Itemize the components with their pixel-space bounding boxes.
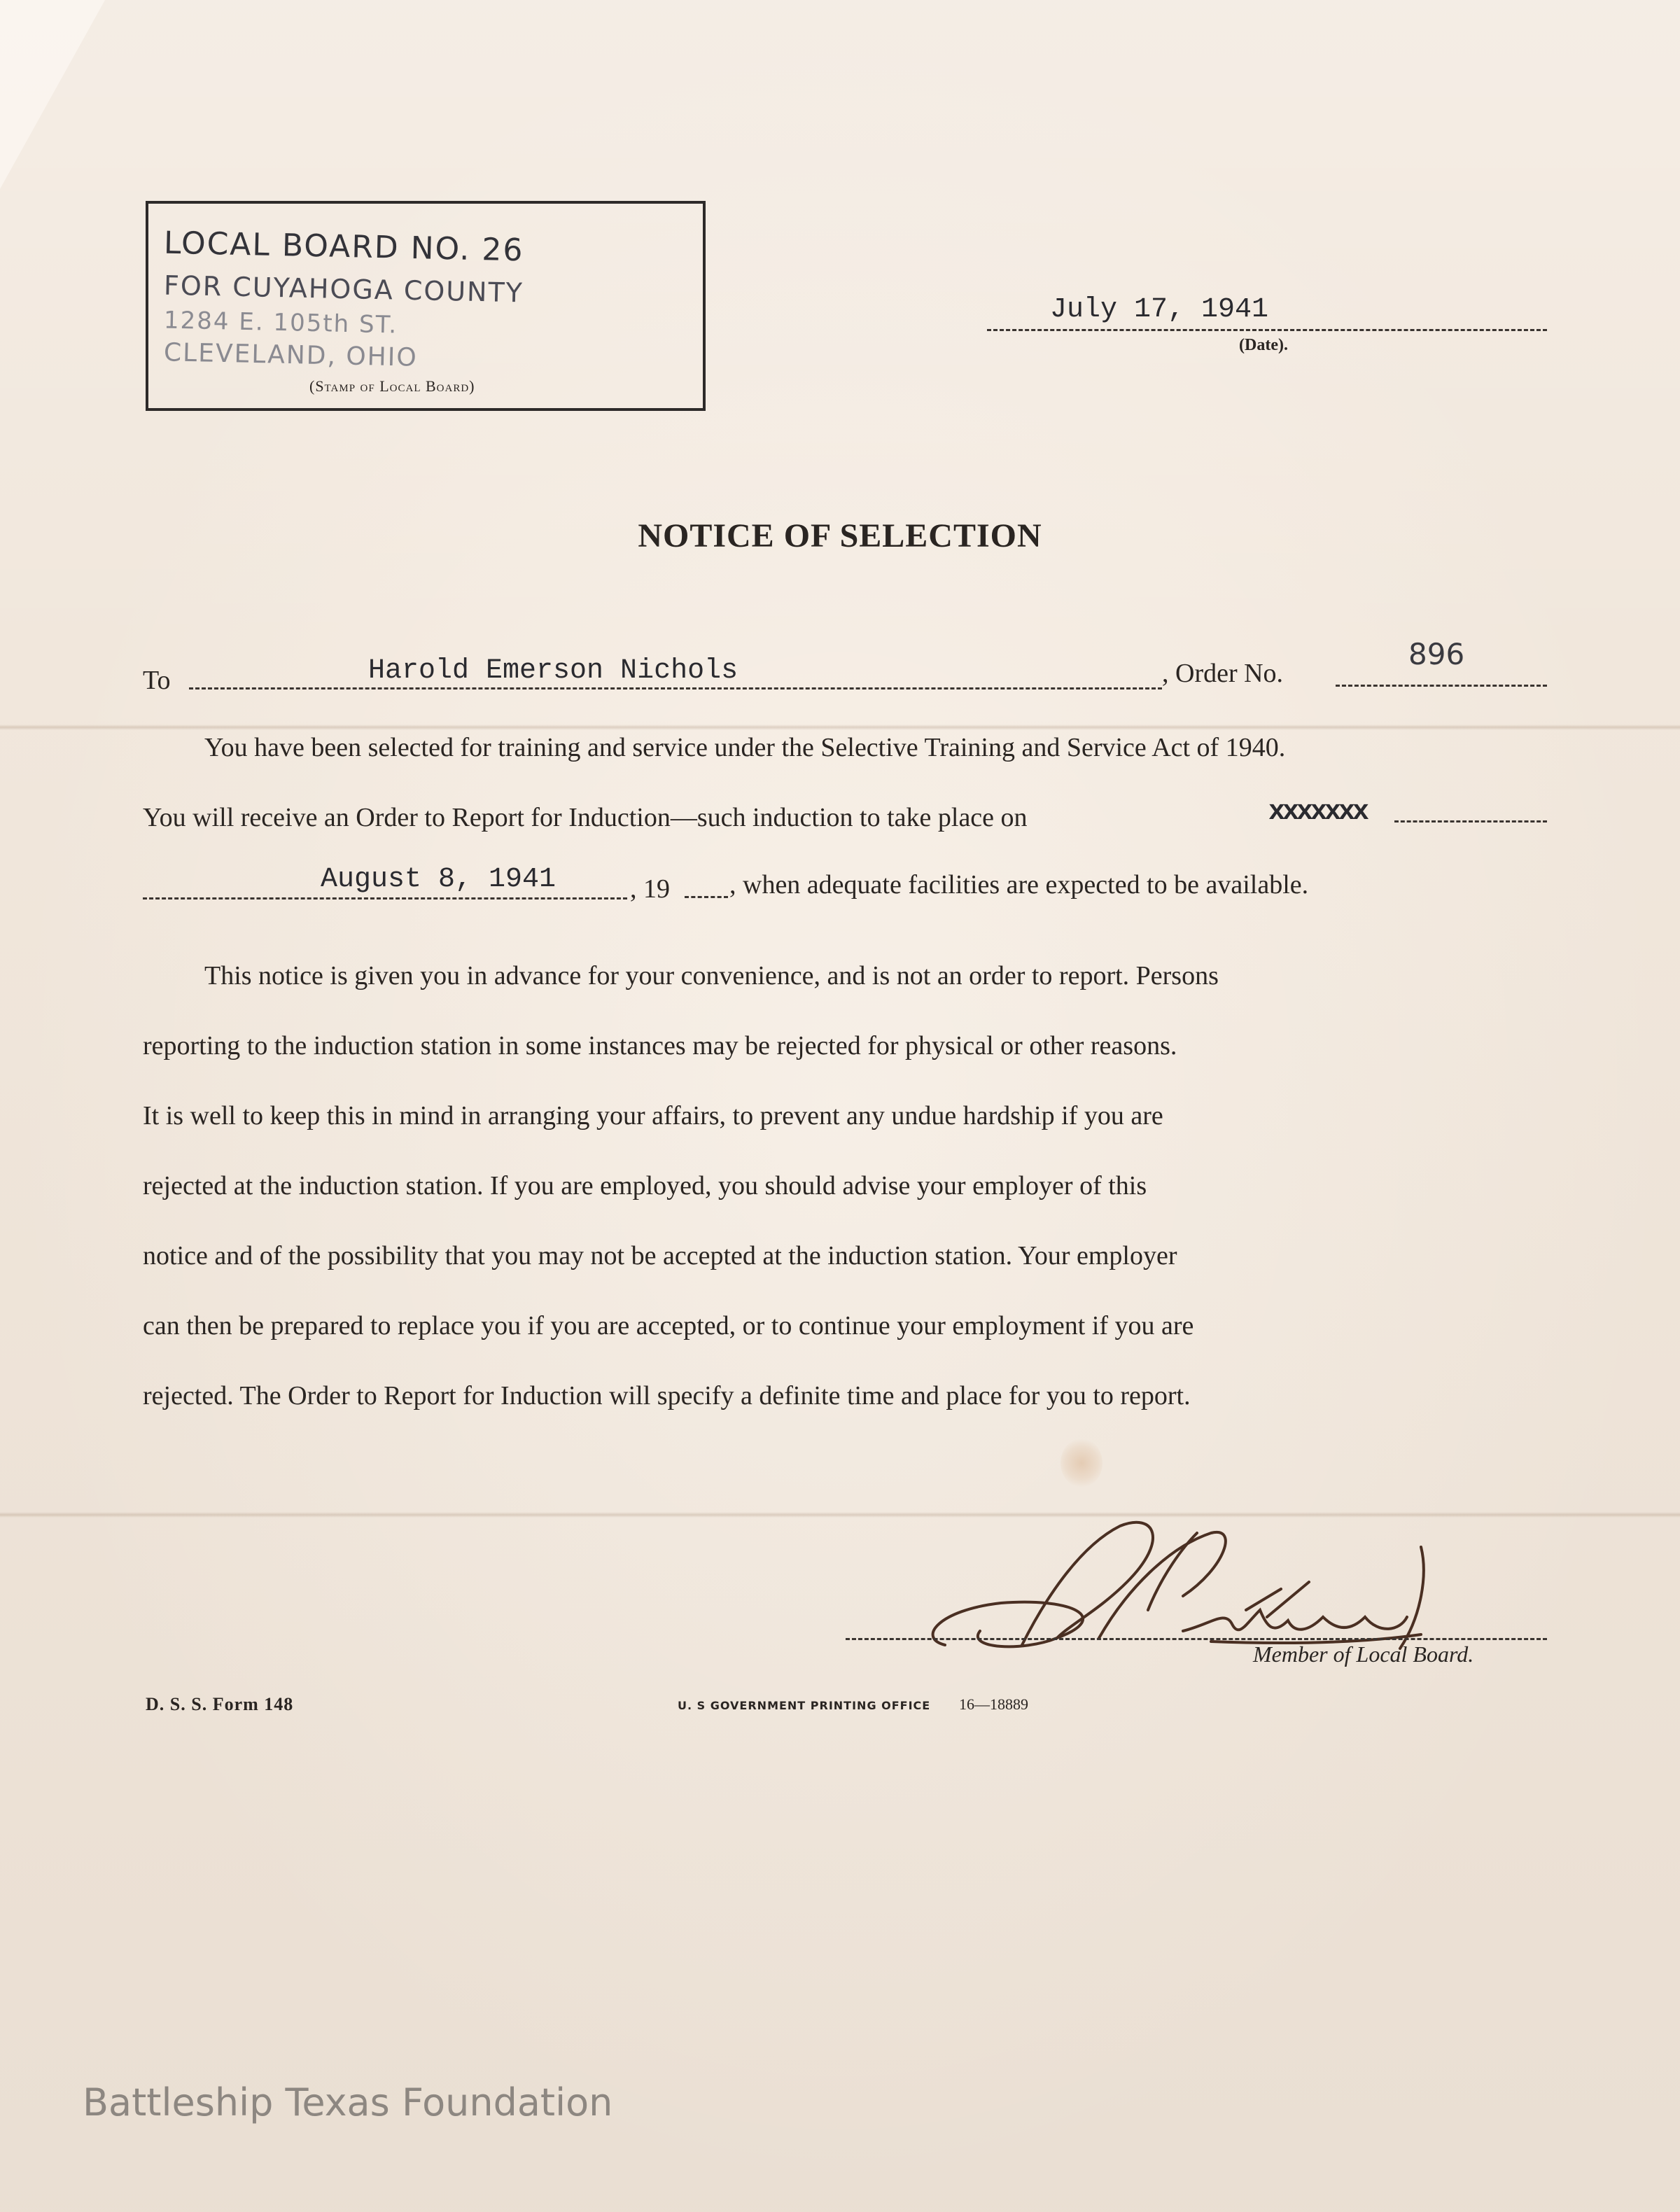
signature-underline <box>846 1638 1547 1640</box>
paragraph-line: can then be prepared to replace you if you are accepted, or to continue your employment if you are <box>143 1311 1194 1340</box>
stamp-city: CLEVELAND, OHIO <box>163 338 419 372</box>
order-underline <box>1336 685 1547 687</box>
paragraph-line: This notice is given you in advance for your convenience, and is not an order to report. Persons <box>204 961 1219 990</box>
recipient-name: Harold Emerson Nichols <box>368 655 738 687</box>
year-prefix: , 19 <box>630 874 670 904</box>
selection-statement: You have been selected for training and service under the Selective Training and Service Act of 1940. <box>204 733 1286 762</box>
paragraph-line: rejected at the induction station. If you are employed, you should advise your employer of this <box>143 1171 1147 1200</box>
watermark-text: Battleship Texas Foundation <box>83 2080 613 2124</box>
name-underline <box>189 687 1162 690</box>
stain-mark <box>1060 1438 1102 1488</box>
stamp-caption: (Stamp of Local Board) <box>309 377 475 395</box>
date-value: July 17, 1941 <box>1050 294 1269 326</box>
form-number: D. S. S. Form 148 <box>146 1694 294 1714</box>
induction-date-underline <box>143 897 627 899</box>
date-caption: (Date). <box>1239 336 1288 354</box>
to-label: To <box>143 666 171 695</box>
date-underline <box>987 329 1547 331</box>
stamp-county: FOR CUYAHOGA COUNTY <box>163 270 524 309</box>
order-label: , Order No. <box>1162 659 1284 688</box>
paragraph-line: reporting to the induction station in some instances may be rejected for physical or other reasons. <box>143 1031 1177 1060</box>
stamp-board-number: LOCAL BOARD NO. 26 <box>163 225 524 269</box>
fold-line <box>0 724 1680 730</box>
stamp-street: 1284 E. 105th ST. <box>163 306 398 340</box>
induction-date: August 8, 1941 <box>321 864 556 895</box>
print-number: 16—18889 <box>959 1695 1028 1713</box>
year-underline <box>685 896 728 898</box>
order-number: 896 <box>1408 637 1465 671</box>
printing-office: U. S GOVERNMENT PRINTING OFFICE <box>678 1699 931 1712</box>
induction-notice-line: You will receive an Order to Report for Induction—such induction to take place on <box>143 803 1028 832</box>
facilities-text: , when adequate facilities are expected to be available. <box>729 870 1309 899</box>
local-board-stamp-box <box>146 201 706 411</box>
paragraph-line: notice and of the possibility that you may not be accepted at the induction station. Your employer <box>143 1241 1177 1270</box>
document-title: NOTICE OF SELECTION <box>638 517 1042 554</box>
struck-out-text: xxxxxxx <box>1268 797 1367 828</box>
signature-caption: Member of Local Board. <box>1253 1642 1474 1667</box>
corner-fold <box>0 0 105 189</box>
paragraph-line: rejected. The Order to Report for Induction will specify a definite time and place for you to report. <box>143 1381 1191 1410</box>
paragraph-line: It is well to keep this in mind in arranging your affairs, to prevent any undue hardship if you are <box>143 1101 1163 1130</box>
line-underline <box>1394 820 1547 822</box>
